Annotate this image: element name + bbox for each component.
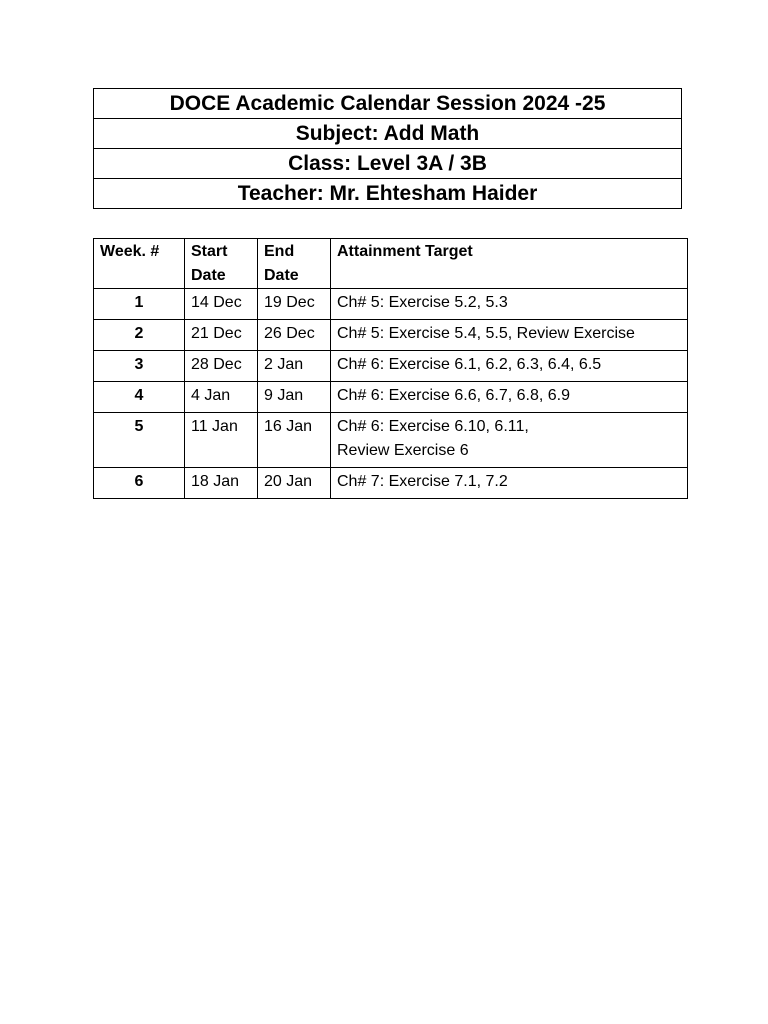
end-date: 2 Jan	[258, 351, 331, 382]
end-date: 20 Jan	[258, 468, 331, 499]
calendar-header	[93, 88, 682, 209]
end-date: 9 Jan	[258, 382, 331, 413]
table-row	[94, 413, 688, 468]
header-end-line2: Date	[264, 267, 299, 284]
header-end-date	[258, 239, 331, 289]
attainment-target	[331, 382, 688, 413]
attainment-target-line1: Ch# 6: Exercise 6.10, 6.11,	[337, 418, 529, 435]
class-line: Class: Level 3A / 3B	[94, 149, 682, 179]
end-date: 19 Dec	[258, 289, 331, 320]
attainment-target	[331, 351, 688, 382]
header-start-date	[185, 239, 258, 289]
week-number: 2	[94, 320, 185, 351]
table-row	[94, 351, 688, 382]
table-header-row	[94, 239, 688, 289]
subject-line: Subject: Add Math	[94, 119, 682, 149]
end-date: 26 Dec	[258, 320, 331, 351]
start-date: 21 Dec	[185, 320, 258, 351]
header-start-line2: Date	[191, 267, 226, 284]
attainment-target-line2: Review Exercise 6	[337, 442, 469, 459]
attainment-target-line1: Ch# 5: Exercise 5.4, 5.5, Review Exercise	[337, 325, 635, 342]
table-row	[94, 468, 688, 499]
table-row	[94, 382, 688, 413]
header-attainment-target: Attainment Target	[331, 239, 688, 289]
attainment-target-line1: Ch# 6: Exercise 6.1, 6.2, 6.3, 6.4, 6.5	[337, 356, 602, 373]
table-row	[94, 320, 688, 351]
start-date: 14 Dec	[185, 289, 258, 320]
week-number: 6	[94, 468, 185, 499]
teacher-line: Teacher: Mr. Ehtesham Haider	[94, 179, 682, 209]
attainment-target	[331, 289, 688, 320]
attainment-target	[331, 468, 688, 499]
start-date: 28 Dec	[185, 351, 258, 382]
attainment-target	[331, 320, 688, 351]
attainment-target-line1: Ch# 6: Exercise 6.6, 6.7, 6.8, 6.9	[337, 387, 571, 404]
start-date: 4 Jan	[185, 382, 258, 413]
header-start-line1: Start	[191, 243, 228, 260]
attainment-target-line1: Ch# 7: Exercise 7.1, 7.2	[337, 473, 508, 490]
week-number: 1	[94, 289, 185, 320]
attainment-target	[331, 413, 688, 468]
header-end-line1: End	[264, 243, 295, 260]
weekly-plan-table	[93, 238, 688, 499]
table-row	[94, 289, 688, 320]
week-number: 3	[94, 351, 185, 382]
header-week: Week. #	[94, 239, 185, 289]
calendar-title: DOCE Academic Calendar Session 2024 -25	[94, 89, 682, 119]
start-date: 11 Jan	[185, 413, 258, 468]
end-date: 16 Jan	[258, 413, 331, 468]
week-number: 4	[94, 382, 185, 413]
week-number: 5	[94, 413, 185, 468]
attainment-target-line1: Ch# 5: Exercise 5.2, 5.3	[337, 294, 508, 311]
start-date: 18 Jan	[185, 468, 258, 499]
